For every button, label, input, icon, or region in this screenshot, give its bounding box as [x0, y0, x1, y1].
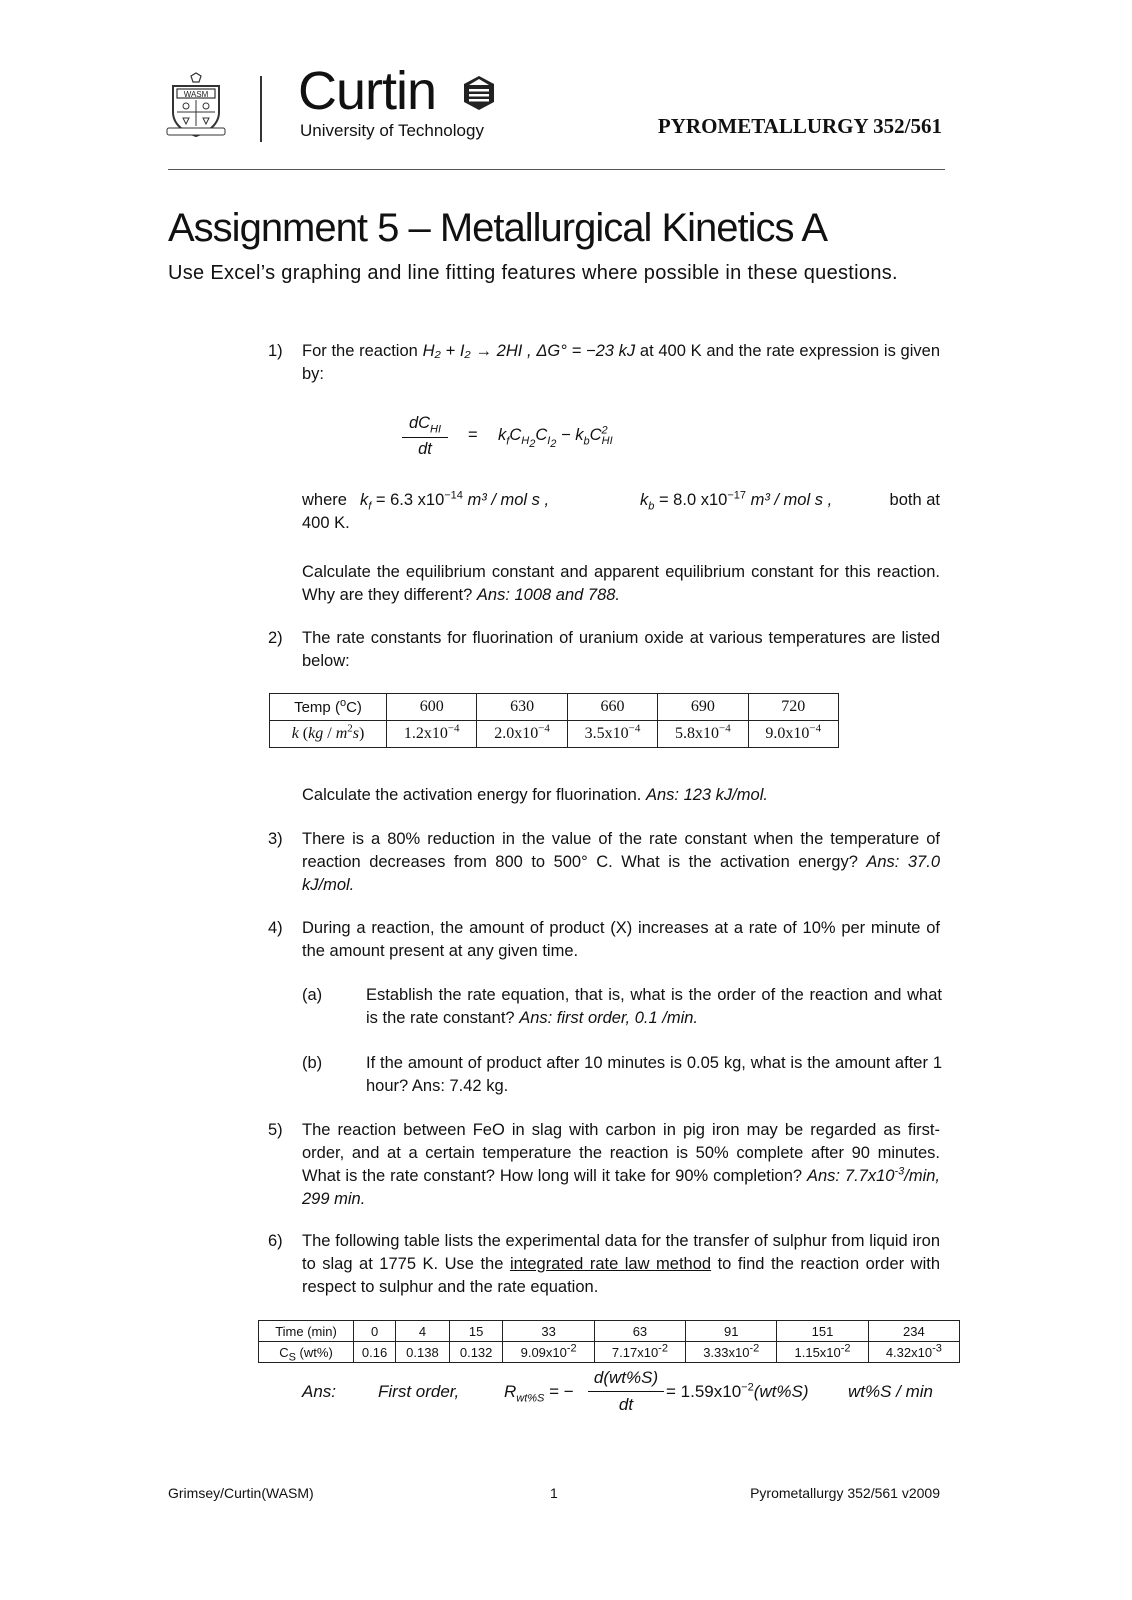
table-cell: 690	[658, 694, 748, 721]
eq-denominator: dt	[418, 440, 432, 458]
table-row	[259, 1342, 960, 1363]
sulphur-transfer-table	[258, 1320, 960, 1363]
table-cell: 0	[354, 1321, 396, 1342]
table-cell: $2.0x10^{-4}$	[477, 721, 567, 748]
table-cell: $9.0x10^{-4}$	[748, 721, 838, 748]
table-cell: 63	[594, 1321, 685, 1342]
q4-part-a: (a) Establish the rate equation, that is, what is the order of the reaction and what is the rate constant? Ans: first order, 0.1 /min.	[302, 986, 942, 1027]
q3-text: There is a 80% reduction in the value of the rate constant when the temperature of reaction decreases from 800 to 500° C. What is the activation energy?	[302, 830, 940, 871]
q6-ans-label: Ans:	[302, 1382, 337, 1401]
question-6: 6) The following table lists the experimental data for the transfer of sulphur from liquid iron to slag at 1775 K. Use the integrated rate law method to find the reaction order with respect to sulphur and the rate equation.	[268, 1232, 940, 1296]
q6-ans-fraction-bar	[588, 1391, 664, 1392]
table-cell: 600	[387, 694, 477, 721]
wasm-crest-logo	[165, 72, 227, 140]
table-cell: 234	[868, 1321, 959, 1342]
table-header-k: k $(kg / m^2s)$	[270, 721, 387, 748]
table-cell: 15	[449, 1321, 503, 1342]
q6-answer	[268, 1366, 948, 1418]
q1-both-at: both at	[889, 491, 940, 509]
q5-text: The reaction between FeO in slag with carbon in pig iron may be regarded as first-order, and at a certain temperature the reaction is 50% complete after 90 minutes. What is the rate constant? How long will it take for 90% completion?	[302, 1121, 940, 1185]
q1-reaction: H₂ + I₂ → 2HI , ΔG° = −23 kJ	[422, 342, 636, 360]
table-cell: 0.132	[449, 1342, 503, 1363]
curtin-wordmark: Curtin	[298, 61, 437, 121]
question-1	[268, 340, 940, 386]
q2-text: The rate constants for fluorination of uranium oxide at various temperatures are listed below:	[302, 629, 940, 670]
table-cell: $9.09x10^{-2}$	[503, 1342, 594, 1363]
q6-ans-rhs: = $1.59x10^{-2}(wt\%S)$	[666, 1381, 809, 1401]
question-3	[268, 828, 940, 897]
q1-lead: For the reaction	[302, 342, 418, 360]
question-number: 6)	[268, 1232, 283, 1250]
question-number: 5)	[268, 1121, 283, 1139]
table-cell: 630	[477, 694, 567, 721]
q1-temp: 400 K.	[302, 514, 350, 532]
q6-ans-order: First order,	[378, 1382, 460, 1401]
table-cell: $5.8x10^{-4}$	[658, 721, 748, 748]
footer-author: Grimsey/Curtin(WASM)	[168, 1485, 314, 1501]
integrated-rate-law-link-text: integrated rate law method	[509, 1255, 712, 1273]
course-header: PYROMETALLURGY 352/561	[657, 114, 942, 138]
q1-task: Calculate the equilibrium constant and apparent equilibrium constant for this reaction. Why are they different? Ans: 1008 and 788.	[302, 563, 940, 604]
table-cell: 151	[777, 1321, 868, 1342]
q6-ans-denominator: dt	[618, 1395, 634, 1414]
q5-answer: Ans: $7.7x10^{-3}/\min$, 299 min.	[302, 1165, 940, 1208]
table-cell: $3.33x10^{-2}$	[686, 1342, 777, 1363]
table-cell: $7.17x10^{-2}$	[594, 1342, 685, 1363]
q2-task: Calculate the activation energy for fluorination. Ans: 123 kJ/mol.	[302, 786, 768, 804]
rate-constant-table	[269, 693, 839, 748]
q2-answer: Ans: 123 kJ/mol.	[645, 786, 768, 804]
question-number: 4)	[268, 919, 283, 937]
eq-rhs: $k_fC_{H_2}C_{I_2} - k_bC^2_{HI}$	[498, 424, 613, 451]
footer-page-number: 1	[550, 1485, 558, 1501]
q4b-answer: Ans: 7.42 kg.	[411, 1077, 509, 1095]
table-cell: 720	[748, 694, 838, 721]
question-number: 3)	[268, 830, 283, 848]
q6-ans-rate: $R_{wt\%S}$ = −	[504, 1382, 574, 1405]
table-row	[270, 694, 839, 721]
q1-constants	[268, 489, 940, 535]
table-row	[259, 1321, 960, 1342]
header-rule	[168, 169, 945, 170]
curtin-hexagon-icon	[460, 74, 498, 112]
question-2	[268, 627, 940, 673]
q1-condition: at 400 K and the rate expression is given by:	[302, 342, 940, 383]
eq-numerator: $dC_{HI}$	[408, 414, 442, 436]
table-header-temp: Temp ($^o$C)	[270, 694, 387, 721]
question-number: 2)	[268, 629, 283, 647]
q1-kb: $k_b = 8.0$ $x10^{-17}$ m³ / mol s ,	[640, 489, 833, 513]
q1-answer: Ans: 1008 and 788.	[476, 586, 621, 604]
university-subtitle: University of Technology	[300, 121, 484, 140]
table-cell: $4.32x10^{-3}$	[868, 1342, 959, 1363]
table-row	[270, 721, 839, 748]
question-number: 1)	[268, 342, 283, 360]
table-cell: $1.2x10^{-4}$	[387, 721, 477, 748]
table-cell: 0.16	[354, 1342, 396, 1363]
document-intro: Use Excel’s graphing and line fitting features where possible in these questions.	[168, 262, 898, 284]
eq-equals: =	[468, 426, 478, 444]
table-cell: 660	[567, 694, 657, 721]
q4-text: During a reaction, the amount of product (X) increases at a rate of 10% per minute of the amount present at any given time.	[302, 919, 940, 960]
table-cell: $1.15x10^{-2}$	[777, 1342, 868, 1363]
table-cell: 33	[503, 1321, 594, 1342]
q4a-answer: Ans: first order, 0.1 /min.	[519, 1009, 699, 1027]
rate-equation	[400, 414, 660, 464]
table-cell: 4	[396, 1321, 450, 1342]
table-cell: $3.5x10^{-4}$	[567, 721, 657, 748]
table-header-cs: $C_S$ (wt%)	[259, 1342, 354, 1363]
logo-divider	[260, 76, 262, 142]
q4-part-b: (b) If the amount of product after 10 minutes is 0.05 kg, what is the amount after 1 hour? Ans: 7.42 kg.	[302, 1054, 942, 1095]
svg-text:WASM: WASM	[183, 90, 209, 99]
table-header-time: Time (min)	[259, 1321, 354, 1342]
q1-where: where	[302, 491, 347, 509]
q6-ans-numerator: d(wt%S)	[593, 1368, 659, 1387]
document-title: Assignment 5 – Metallurgical Kinetics A	[168, 206, 828, 250]
table-cell: 91	[686, 1321, 777, 1342]
eq-fraction-bar	[402, 437, 448, 438]
footer-course-version: Pyrometallurgy 352/561 v2009	[750, 1485, 940, 1501]
q3-answer: Ans: 37.0 kJ/mol.	[302, 853, 940, 894]
q1-kf: $k_f = 6.3$ $x10^{-14}$ m³ / mol s ,	[360, 489, 550, 513]
table-cell: 0.138	[396, 1342, 450, 1363]
question-5	[268, 1119, 940, 1211]
q6-ans-unit: wt%S / min	[848, 1382, 934, 1401]
question-4	[268, 917, 940, 1117]
